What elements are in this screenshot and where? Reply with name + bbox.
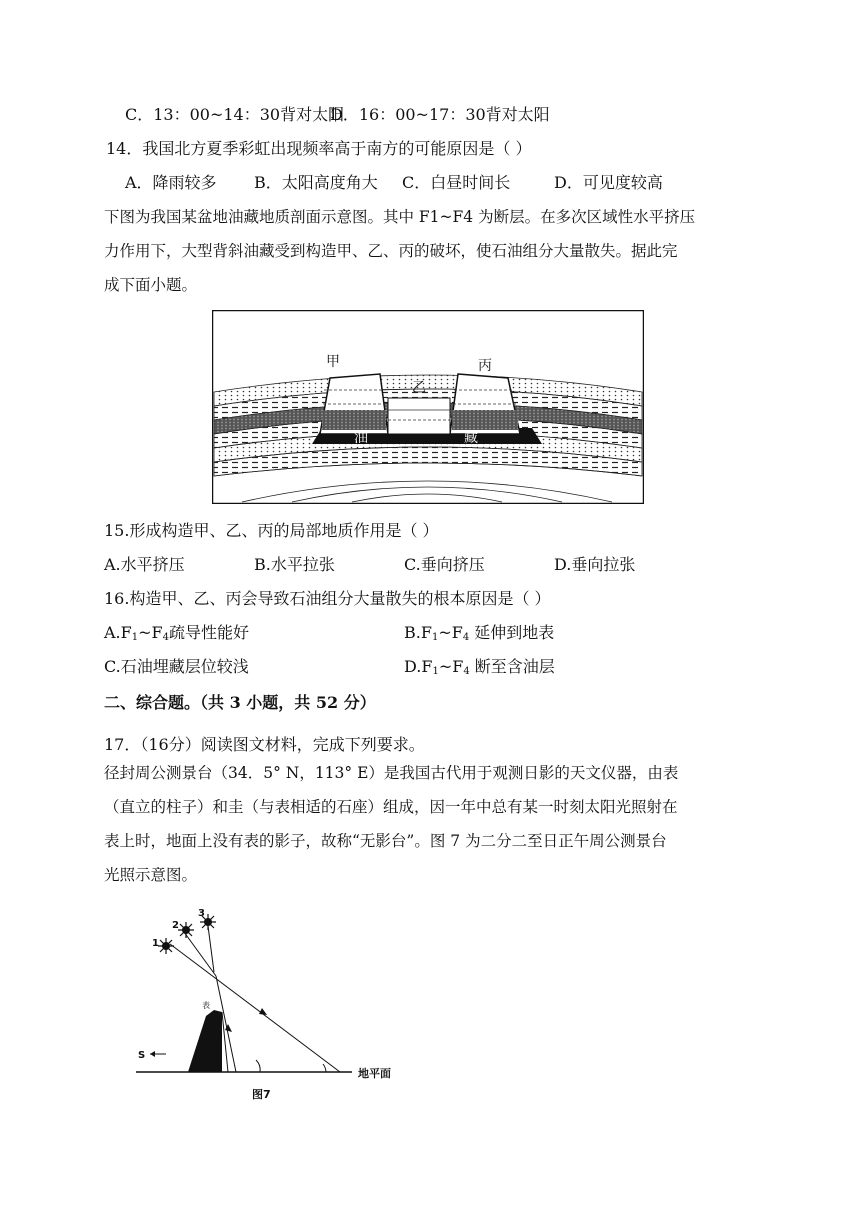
q16-b-mid: ~F	[438, 623, 463, 642]
label-biao: 表	[202, 1001, 210, 1010]
figure-7-caption: 图7	[252, 1088, 271, 1101]
q17-line-1: 径封周公测景台（34．5° N，113° E）是我国古代用于观测日影的天文仪器，由表	[104, 764, 679, 782]
q14-option-b: B．太阳高度角大	[254, 173, 378, 192]
q15-option-d: D.垂向拉张	[554, 555, 636, 574]
label-cang: 藏	[464, 430, 478, 446]
label-jia: 甲	[326, 354, 340, 370]
q16-b-pre: B.F	[404, 623, 432, 642]
q16-d-post: 断至含油层	[469, 657, 555, 676]
q14-option-a: A．降雨较多	[125, 173, 217, 192]
q14-stem: 14．我国北方夏季彩虹出现频率高于南方的可能原因是（ ）	[106, 139, 532, 158]
oil-reservoir-diagram	[212, 310, 644, 504]
section-2-note: （共 3 小题，共 52 分）	[200, 693, 376, 712]
q15-option-c: C.垂向挤压	[404, 555, 485, 574]
q17-line-2: （直立的柱子）和圭（与表相适的石座）组成，因一年中总有某一时刻太阳光照射在	[104, 798, 678, 816]
q17-line-3: 表上时，地面上没有表的影子，故称“无影台”。图 7 为二分二至日正午周公测景台	[104, 832, 667, 850]
q16-option-b	[404, 622, 554, 649]
section-2-title: 二、综合题。	[104, 693, 201, 712]
q16-option-c: C.石油埋藏层位较浅	[104, 657, 249, 676]
q14-option-d: D．可见度较高	[554, 173, 663, 192]
label-sun-2: 2	[172, 920, 179, 931]
q16-d-pre: D.F	[404, 657, 433, 676]
q15-option-b: B.水平拉张	[254, 555, 335, 574]
label-bing: 丙	[478, 358, 492, 374]
q16-stem: 16.构造甲、乙、丙会导致石油组分大量散失的根本原因是（ ）	[104, 589, 551, 608]
q16-a-post: 疏导性能好	[169, 623, 250, 642]
q13-option-d: D．16：00~17：30背对太阳	[330, 105, 550, 124]
q16-a-sub1: 1	[131, 632, 139, 643]
oil-reservoir-figure	[212, 310, 644, 504]
q16-a-sub2: 4	[162, 632, 170, 643]
sun-1-icon	[158, 938, 174, 954]
label-south: S	[138, 1050, 146, 1061]
label-yi: 乙	[412, 380, 426, 396]
q17-line-4: 光照示意图。	[104, 866, 198, 884]
q16-d-sub2: 4	[463, 666, 470, 677]
q16-a-mid: ~F	[138, 623, 163, 642]
label-you: 油	[354, 430, 368, 446]
q16-option-a	[104, 622, 249, 649]
label-sun-1: 1	[152, 938, 159, 949]
material-line-1: 下图为我国某盆地油藏地质剖面示意图。其中 F1~F4 为断层。在多次区域性水平挤压	[104, 208, 696, 226]
q16-option-d	[404, 656, 555, 683]
q16-b-sub1: 1	[431, 632, 439, 643]
label-sun-3: 3	[198, 908, 205, 919]
material-line-2: 力作用下，大型背斜油藏受到构造甲、乙、丙的破坏，使石油组分大量散失。据此完	[104, 242, 678, 260]
q16-b-post: 延伸到地表	[469, 623, 555, 642]
q13-option-c: C．13：00~14：30背对太阳	[125, 105, 345, 124]
q16-a-pre: A.F	[104, 623, 132, 642]
observatory-sunlight-diagram	[130, 900, 400, 1110]
label-ground: 地平面	[358, 1067, 391, 1080]
q17-stem: 17．（16分）阅读图文材料，完成下列要求。	[104, 735, 425, 754]
q16-d-mid: ~F	[438, 657, 464, 676]
figure-7	[130, 900, 400, 1110]
sun-2-icon	[178, 922, 194, 938]
q16-b-sub2: 4	[462, 632, 470, 643]
q15-option-a: A.水平挤压	[104, 555, 185, 574]
section-2-heading	[104, 692, 376, 714]
material-line-3: 成下面小题。	[104, 276, 198, 294]
q15-stem: 15.形成构造甲、乙、丙的局部地质作用是（ ）	[104, 521, 439, 540]
q16-d-sub1: 1	[432, 666, 439, 677]
q14-option-c: C．白昼时间长	[402, 173, 511, 192]
